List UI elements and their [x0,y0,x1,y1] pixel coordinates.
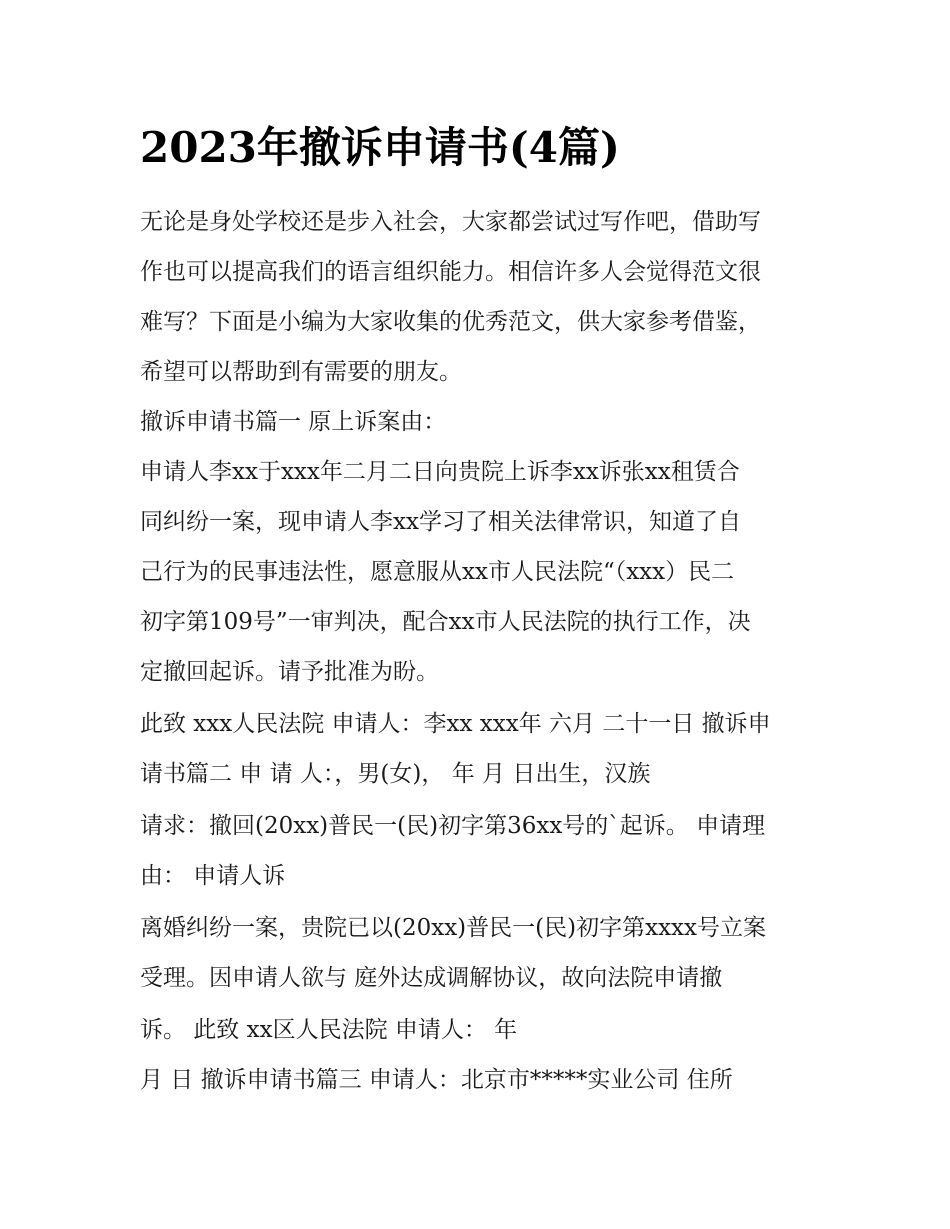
paragraph-line: 此致 xxx人民法院 申请人：李xx xxx年 六月 二十一日 撤诉申 [140,711,771,737]
paragraph-line: 定撤回起诉。请予批准为盼。 [140,659,439,685]
paragraph-line: 申请人李xx于xxx年二月二日向贵院上诉李xx诉张xx租赁合 [140,459,740,485]
paragraph-line: 作也可以提高我们的语言组织能力。相信许多人会觉得范文很 [140,259,761,285]
paragraph-line: 初字第109号”一审判决，配合xx市人民法院的执行工作，决 [140,609,751,635]
paragraph-line: 难写？下面是小编为大家收集的优秀范文，供大家参考借鉴， [140,309,761,335]
paragraph-line: 请求：撤回(20xx)普民一(民)初字第36xx号的`起诉。 申请理 [140,813,766,839]
paragraph-line: 诉。 此致 xx区人民法院 申请人： 年 [140,1017,518,1043]
document-title: 2023年撤诉申请书(4篇) [140,123,620,172]
section-heading-line: 撤诉申请书篇一 原上诉案由： [140,409,447,435]
paragraph-line: 无论是身处学校还是步入社会，大家都尝试过写作吧，借助写 [140,209,761,235]
paragraph-line: 由： 申请人诉 [140,863,286,889]
paragraph-line: 受理。因申请人欲与 庭外达成调解协议，故向法院申请撤 [140,965,723,991]
paragraph-line: 希望可以帮助到有需要的朋友。 [140,359,462,385]
paragraph-line: 月 日 撤诉申请书篇三 申请人：北京市*****实业公司 住所 [140,1067,733,1093]
paragraph-line: 离婚纠纷一案，贵院已以(20xx)普民一(民)初字第xxxx号立案 [140,915,766,941]
paragraph-line: 同纠纷一案，现申请人李xx学习了相关法律常识，知道了自 [140,509,741,535]
paragraph-line: 己行为的民事违法性，愿意服从xx市人民法院“（xxx）民二 [140,559,735,585]
paragraph-line: 请书篇二 申 请 人：，男(女)， 年 月 日出生，汉族 [140,761,651,787]
